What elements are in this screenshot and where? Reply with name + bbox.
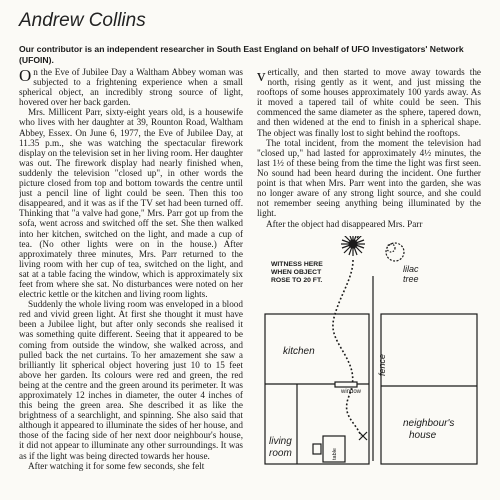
table-label: table: [332, 447, 338, 460]
article-paragraph: On the Eve of Jubilee Day a Waltham Abbey woman was subjected to a frightening experience when a small spherical object, an incredibly strong source of light, hovered over her back garden.: [19, 67, 243, 108]
author-name: Andrew Collins: [19, 10, 146, 31]
window-label: window: [341, 388, 362, 395]
witness-marker-icon: [359, 432, 367, 440]
article-column-right: [257, 67, 481, 500]
lilac-tree-icon: [386, 243, 404, 261]
kitchen-label: kitchen: [283, 345, 315, 357]
neighbour-house-outline: [381, 314, 477, 464]
lilac-tree-label: tree: [403, 273, 419, 284]
witness-label: WHEN OBJECT: [271, 268, 322, 276]
witness-label: WITNESS HERE: [271, 260, 323, 268]
witness-label: ROSE TO 20 FT.: [271, 276, 323, 284]
fence-label: fence: [377, 353, 387, 376]
article-paragraph: After the object had disappeared Mrs. Parr: [266, 219, 423, 230]
window-mark: [335, 382, 357, 387]
intro-blurb: Our contributor is an independent researcher in South East England on behalf of UFO Investigators' Network (UFOIN).: [19, 44, 464, 65]
living-room-label: living: [269, 435, 292, 447]
neighbour-label: neighbour's: [403, 417, 455, 429]
living-room-label: room: [269, 447, 292, 459]
article-paragraph: The total incident, from the moment the television had "closed up," had lasted for approximately 4½ minutes, the last 1½ of these being from the time the light was first seen. No sound had been heard during the incident. One further point is that when Mrs. Parr went into the garden, she was no longer aware of any strong light source, and she could not remember seeing anything being illuminated by the light.: [257, 137, 481, 219]
article-paragraph: Mrs. Millicent Parr, sixty-eight years old, is a housewife who lives with her daughter at 39, Rounton Road, Waltham Abbey, Essex. On June 6, 1977, the Eve of Jubilee Day, at 11.35 p.m., she was watching the spectacular firework display on the television set in her living room. Her daughter was out. The firework display had nearly finished when, suddenly the television "closed up", in other words the picture closed from top and bottom towards the centre until just a pencil line of light could be seen. Then this too disappeared, and it was as if the TV set had been turned off. Thinking that "a valve had gone," Mrs. Parr got up from the sofa, went across and switched off the set. She then walked into her kitchen, switched on the light, and made a cup of tea. (No other lights were on in the house.) After approximately three minutes, Mrs. Parr returned to the living room with her cup of tea, switched on the light, and sat at a table facing the window, which is approximately six feet from where she sat. No disturbances were noted on her electric kettle or the kitchen and living room lights.: [19, 107, 243, 300]
article-paragraph: vertically, and then started to move away towards the north, rising gently as it went, and just missing the rooftops of some houses approximately 100 yards away. As it moved a tapered tail of white could be seen. This commenced the same diameter as the sphere, tapered down, and then widened at the end to finish in a spherical shape. The object was finally lost to sight behind the rooftops.: [257, 67, 481, 138]
article-column-left: [19, 67, 243, 500]
article-paragraph: Suddenly the whole living room was enveloped in a blood red and vivid green light. At first she thought it must have been a Jubilee light, but after only seconds she realised it was something quite different. Seeing that it appeared to be coming from outside the window, she walked across, and pulled back the net curtains. To her amazement she saw a brilliantly lit spherical object hovering just 10 to 15 feet above her garden. Its colours were red and green, the red being at the centre and the green around its perimeter. It was approximately 12 inches in diameter, the outer 4 inches of this being the green area. She described it as like the brightness of a searchlight, and spinning. She also said that although it appeared to illuminate the sides of her house, and those of the facing side of her next door neighbour's house, it did not appear to illuminate any other surroundings. It was as if the light was being directed towards her house.: [19, 299, 243, 461]
lilac-tree-label: lilac: [403, 263, 419, 274]
sighting-diagram: [257, 236, 481, 466]
article-paragraph: After watching it for some few seconds, she felt: [28, 460, 205, 471]
ufo-starburst-icon: [341, 236, 365, 256]
neighbour-label: house: [409, 429, 437, 441]
witness-path: [333, 260, 361, 436]
